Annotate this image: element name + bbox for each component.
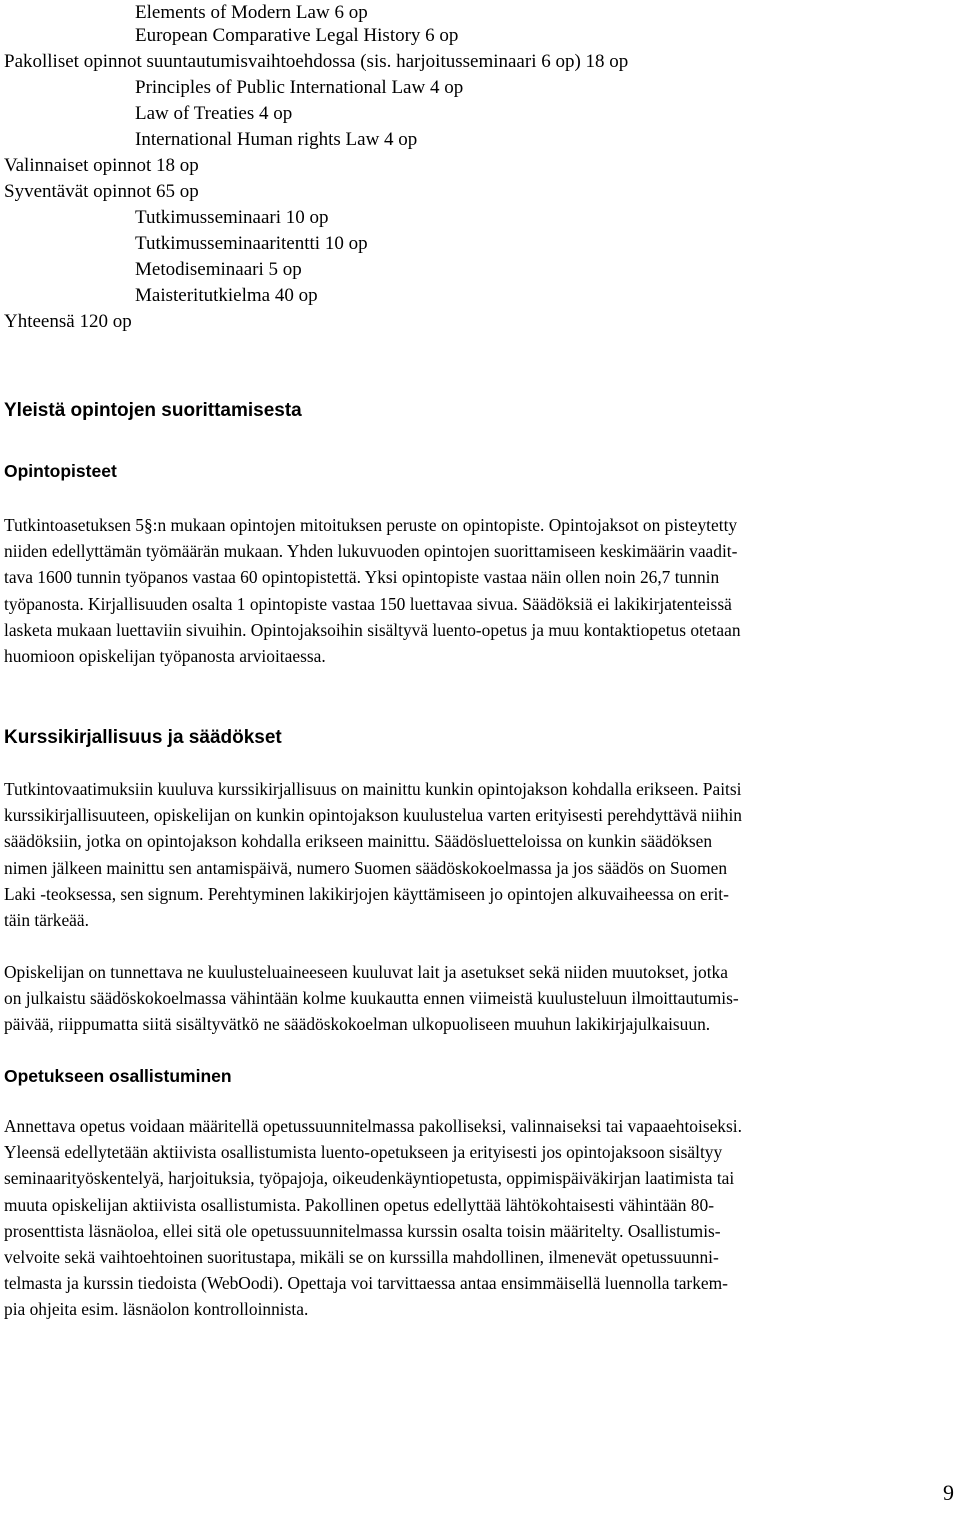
text-line: lasketa mukaan luettaviin sivuihin. Opintojaksoihin sisältyvä luento-opetus ja muu kontaktiopetus otetaan xyxy=(4,619,741,640)
paragraph-credits xyxy=(4,512,956,669)
curriculum-item: Pakolliset opinnot suuntautumisvaihtoehdossa (sis. harjoitusseminaari 6 op) 18 op xyxy=(4,51,629,72)
curriculum-item: Syventävät opinnot 65 op xyxy=(4,181,199,202)
text-line: prosenttista läsnäoloa, ellei sitä ole opetussuunnitelmassa kurssin osalta toisin määritelty. Osallistumis- xyxy=(4,1220,721,1241)
curriculum-item: Principles of Public International Law 4 op xyxy=(135,77,464,98)
text-line: Tutkintovaatimuksiin kuuluva kurssikirjallisuus on mainittu kunkin opintojakson kohdalla erikseen. Paitsi xyxy=(4,779,742,799)
text-line: Yleensä edellytetään aktiivista osallistumista luento-opetukseen ja erityisesti jos opintojaksoon sisältyy xyxy=(4,1142,723,1163)
section-heading-attendance: Opetukseen osallistuminen xyxy=(4,1066,232,1086)
text-line: tava 1600 tunnin työpanos vastaa 60 opintopistettä. Yksi opintopiste vastaa näin ollen noin 26,7 tunnin xyxy=(4,567,720,588)
curriculum-item: International Human rights Law 4 op xyxy=(135,129,418,150)
paragraph-attendance xyxy=(4,1113,956,1323)
text-line: työpanosta. Kirjallisuuden osalta 1 opintopiste vastaa 150 luettavaa sivua. Säädöksiä ei lakikirjatenteissä xyxy=(4,593,732,614)
text-line: täin tärkeää. xyxy=(4,910,89,931)
text-line: huomioon opiskelijan työpanosta arvioitaessa. xyxy=(4,646,326,667)
text-line: seminaarityöskentelyä, harjoituksia, työpajoja, oikeudenkäyntiopetusta, oppimispäiväkirjan laatimista tai xyxy=(4,1168,735,1189)
curriculum-item: Tutkimusseminaari 10 op xyxy=(135,207,329,228)
text-line: nimen jälkeen mainittu sen antamispäivä, numero Suomen säädöskokoelmassa ja jos säädös on Suomen xyxy=(4,857,728,878)
section-heading-general: Yleistä opintojen suorittamisesta xyxy=(4,400,302,421)
text-line: pia ohjeita esim. läsnäolon kontrolloinnista. xyxy=(4,1299,309,1320)
curriculum-item: Maisteritutkielma 40 op xyxy=(135,285,318,306)
text-line: päivää, riippumatta siitä sisältyvätkö ne säädöskokoelman ulkopuoliseen muuhun lakikirjajulkaisuun. xyxy=(4,1014,711,1035)
text-line: Laki -teoksessa, sen signum. Perehtyminen lakikirjojen käyttämiseen jo opintojen alkuvaiheessa on erit- xyxy=(4,883,729,904)
text-line: on julkaistu säädöskokoelmassa vähintään kolme kuukautta ennen viimeistä kuulusteluun ilmoittautumis- xyxy=(4,988,739,1009)
text-line: velvoite sekä vaihtoehtoinen suoritustapa, mikäli se on kurssilla mahdollinen, ilmenevät opetussuunni- xyxy=(4,1247,719,1268)
curriculum-item: European Comparative Legal History 6 op xyxy=(135,25,459,46)
curriculum-item: Elements of Modern Law 6 op xyxy=(135,2,368,23)
text-line: Tutkintoasetuksen 5§:n mukaan opintojen mitoituksen peruste on opintopiste. Opintojaksot on pisteytetty xyxy=(4,515,738,535)
paragraph-literature-2 xyxy=(4,959,956,1038)
curriculum-item: Tutkimusseminaaritentti 10 op xyxy=(135,233,368,254)
curriculum-item: Valinnaiset opinnot 18 op xyxy=(4,155,199,176)
text-line: telmasta ja kurssin tiedoista (WebOodi). Opettaja voi tarvittaessa antaa ensimmäisellä luennolla tarkem- xyxy=(4,1273,728,1294)
curriculum-total: Yhteensä 120 op xyxy=(4,311,132,332)
text-line: muuta opiskelijan aktiivista osallistumista. Pakollinen opetus edellyttää lähtökohtaisesti vähintään 80- xyxy=(4,1194,714,1215)
curriculum-item: Law of Treaties 4 op xyxy=(135,103,293,124)
page-number: 9 xyxy=(943,1480,954,1505)
paragraph-literature-1 xyxy=(4,776,956,933)
subheading-credits: Opintopisteet xyxy=(4,461,117,481)
text-line: säädöksiin, jotka on opintojakson kohdalla erikseen mainittu. Säädösluetteloissa on kunkin säädöksen xyxy=(4,831,713,852)
curriculum-item: Metodiseminaari 5 op xyxy=(135,259,302,280)
text-line: Opiskelijan on tunnettava ne kuulusteluaineeseen kuuluvat lait ja asetukset sekä niiden muutokset, jotka xyxy=(4,962,728,982)
section-heading-literature: Kurssikirjallisuus ja säädökset xyxy=(4,727,282,748)
text-line: niiden edellyttämän työmäärän mukaan. Yhden lukuvuoden opintojen suorittamiseen keskimäärin vaadit- xyxy=(4,541,738,562)
text-line: kurssikirjallisuuteen, opiskelijan on kunkin opintojakson kuulustelua varten erityisesti perehdyttävä niihin xyxy=(4,805,743,826)
text-line: Annettava opetus voidaan määritellä opetussuunnitelmassa pakolliseksi, valinnaiseksi tai vapaaehtoiseksi. xyxy=(4,1116,742,1136)
